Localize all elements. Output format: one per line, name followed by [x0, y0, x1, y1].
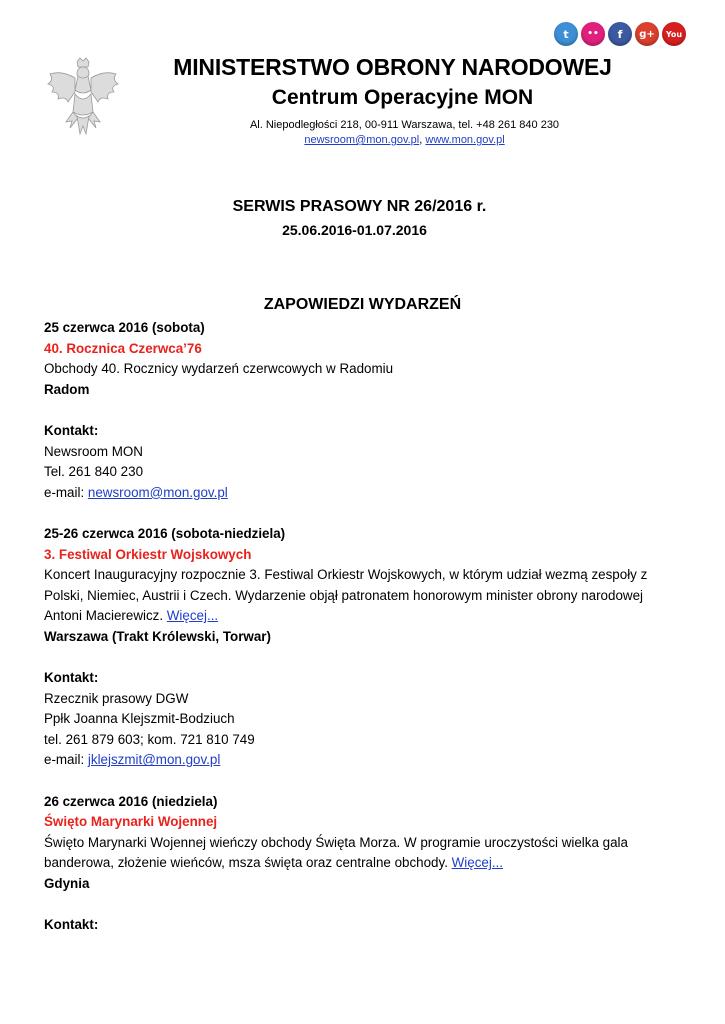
event-description [44, 853, 684, 874]
event-item [44, 318, 684, 503]
event-date: 25-26 czerwca 2016 (sobota-niedziela) [44, 525, 286, 541]
more-link[interactable]: Więcej... [166, 608, 219, 624]
link-separator: , [419, 134, 426, 146]
event-title: 40. Rocznica Czerwca’76 [44, 340, 202, 356]
serwis-block [0, 198, 725, 238]
event-description: Obchody 40. Rocznicy wydarzeń czerwcowych w Radomiu [44, 361, 394, 377]
email-label: e-mail: [44, 484, 88, 500]
event-description: Koncert Inauguracyjny rozpocznie 3. Festiwal Orkiestr Wojskowych, w którym udział wezmą zespoły z [44, 567, 648, 583]
event-description [44, 606, 684, 627]
event-title: Święto Marynarki Wojennej [44, 814, 218, 830]
contact-line: Newsroom MON [44, 443, 143, 459]
flickr-icon[interactable]: •• [581, 22, 605, 46]
event-description-text: banderowa, złożenie wieńców, msza święta oraz centralne obchody. [44, 855, 452, 871]
contact-line: Ppłk Joanna Klejszmit-Bodziuch [44, 711, 235, 727]
contact-email-row [44, 750, 684, 771]
contact-line: tel. 261 879 603; kom. 721 810 749 [44, 731, 255, 747]
serwis-title: SERWIS PRASOWY NR 26/2016 r. [232, 198, 487, 215]
event-item [44, 524, 684, 771]
centre-title: Centrum Operacyjne MON [271, 86, 534, 109]
event-description: Polski, Niemiec, Austrii i Czech. Wydarzenie objął patronatem honorowym minister obrony narodowej [44, 587, 643, 603]
event-location: Warszawa (Trakt Królewski, Torwar) [44, 628, 271, 644]
googleplus-icon[interactable]: g+ [635, 22, 659, 46]
event-location: Radom [44, 381, 90, 397]
event-title: 3. Festiwal Orkiestr Wojskowych [44, 546, 252, 562]
event-location: Gdynia [44, 876, 90, 892]
event-description-text: Antoni Macierewicz. [44, 608, 167, 624]
address: Al. Niepodległości 218, 00-911 Warszawa, tel. +48 261 840 230 [249, 119, 560, 131]
events-list [44, 318, 684, 936]
contact-label: Kontakt: [44, 422, 99, 438]
contact-email-row [44, 483, 684, 504]
section-title: ZAPOWIEDZI WYDARZEŃ [263, 296, 462, 313]
event-date: 25 czerwca 2016 (sobota) [44, 320, 205, 335]
twitter-icon[interactable]: t [554, 22, 578, 46]
facebook-icon[interactable]: f [608, 22, 632, 46]
ministry-title: MINISTERSTWO OBRONY NARODOWEJ [173, 54, 612, 80]
contact-email-link[interactable]: newsroom@mon.gov.pl [87, 484, 228, 500]
contact-line: Tel. 261 840 230 [44, 464, 144, 480]
contact-line: Rzecznik prasowy DGW [44, 690, 189, 706]
contact-links [42, 134, 725, 146]
event-date: 26 czerwca 2016 (niedziela) [44, 793, 218, 809]
social-links [554, 22, 686, 46]
website-link[interactable]: www.mon.gov.pl [425, 134, 505, 146]
contact-email-link[interactable]: jklejszmit@mon.gov.pl [87, 752, 221, 768]
event-item [44, 792, 684, 936]
contact-label: Kontakt: [44, 670, 99, 686]
more-link[interactable]: Więcej... [451, 855, 503, 871]
event-description: Święto Marynarki Wojennej wieńczy obchody Święta Morza. W programie uroczystości wielka gala [44, 834, 628, 850]
youtube-icon[interactable]: You [662, 22, 686, 46]
newsroom-email-link[interactable]: newsroom@mon.gov.pl [304, 134, 420, 146]
contact-label: Kontakt: [44, 917, 99, 933]
serwis-dates: 25.06.2016-01.07.2016 [282, 222, 427, 238]
email-label: e-mail: [44, 752, 88, 768]
